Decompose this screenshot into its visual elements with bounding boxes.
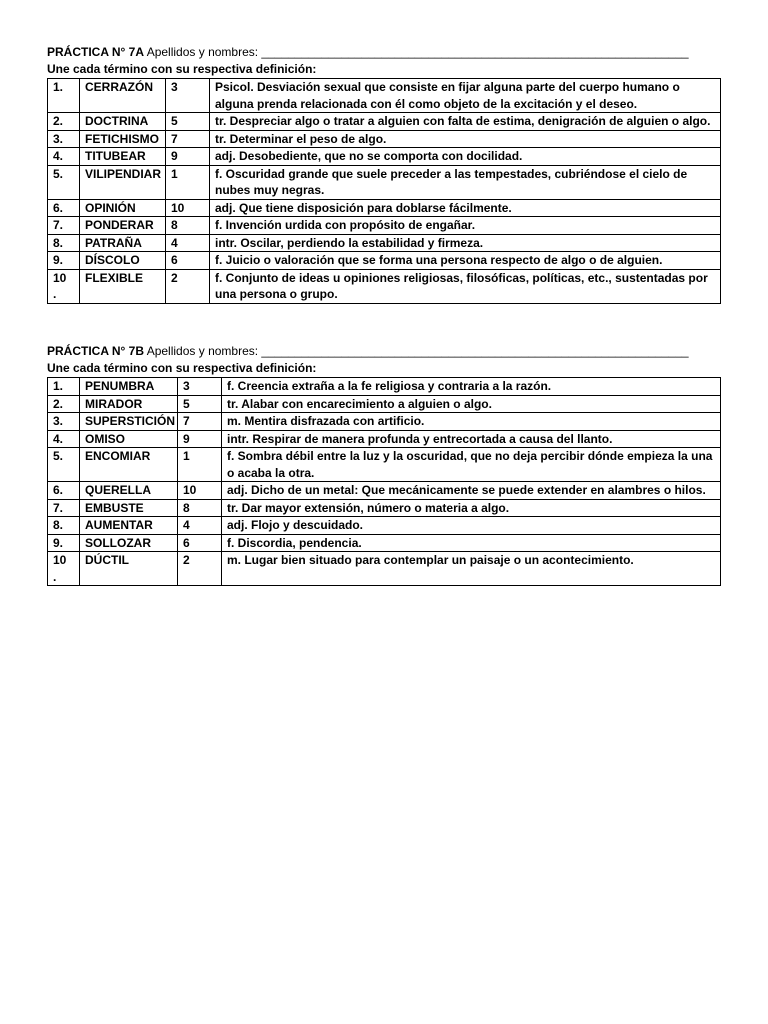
- row-number-cell: 9.: [48, 534, 80, 552]
- row-number-cell: 5.: [48, 448, 80, 482]
- row-number-cell: 1.: [48, 79, 80, 113]
- row-number-cell: 10 .: [48, 269, 80, 303]
- table-row: [48, 79, 721, 113]
- table-row: [48, 448, 721, 482]
- term-cell: SUPERSTICIÓN: [80, 413, 178, 431]
- table-row: [48, 148, 721, 166]
- row-number-cell: 9.: [48, 252, 80, 270]
- term-cell: SOLLOZAR: [80, 534, 178, 552]
- match-number-cell: 10: [178, 482, 222, 500]
- definition-cell: tr. Determinar el peso de algo.: [210, 130, 721, 148]
- table-row: [48, 165, 721, 199]
- practice-7a-section: [47, 44, 721, 304]
- definition-cell: adj. Desobediente, que no se comporta con docilidad.: [210, 148, 721, 166]
- term-cell: TITUBEAR: [80, 148, 166, 166]
- match-number-cell: 2: [178, 552, 222, 586]
- table-row: [48, 113, 721, 131]
- term-cell: PONDERAR: [80, 217, 166, 235]
- row-number-cell: 2.: [48, 113, 80, 131]
- row-number-cell: 8.: [48, 517, 80, 535]
- row-number-cell: 4.: [48, 430, 80, 448]
- definition-cell: f. Conjunto de ideas u opiniones religiosas, filosóficas, políticas, etc., sustentadas por una persona o grupo.: [210, 269, 721, 303]
- instruction-text: Une cada término con su respectiva definición:: [47, 361, 317, 375]
- row-number-cell: 3.: [48, 413, 80, 431]
- definition-cell: adj. Dicho de un metal: Que mecánicamente se puede extender en alambres o hilos.: [222, 482, 721, 500]
- match-number-cell: 1: [166, 165, 210, 199]
- row-number-cell: 6.: [48, 482, 80, 500]
- match-number-cell: 4: [166, 234, 210, 252]
- match-number-cell: 2: [166, 269, 210, 303]
- table-row: [48, 395, 721, 413]
- term-cell: DÍSCOLO: [80, 252, 166, 270]
- practice-title-rest: Apellidos y nombres: ________________________________________________________________: [144, 45, 689, 59]
- row-number-cell: 1.: [48, 378, 80, 396]
- match-number-cell: 7: [178, 413, 222, 431]
- definition-cell: f. Creencia extraña a la fe religiosa y contraria a la razón.: [222, 378, 721, 396]
- term-cell: ENCOMIAR: [80, 448, 178, 482]
- definition-cell: intr. Respirar de manera profunda y entrecortada a causa del llanto.: [222, 430, 721, 448]
- definition-cell: f. Sombra débil entre la luz y la oscuridad, que no deja percibir dónde empieza la una o acaba la otra.: [222, 448, 721, 482]
- table-row: [48, 413, 721, 431]
- match-number-cell: 4: [178, 517, 222, 535]
- term-cell: OPINIÓN: [80, 199, 166, 217]
- table-row: [48, 130, 721, 148]
- match-number-cell: 10: [166, 199, 210, 217]
- table-row: [48, 269, 721, 303]
- practice-title-bold: PRÁCTICA N° 7A: [47, 45, 145, 59]
- table-row: [48, 552, 721, 586]
- term-cell: FETICHISMO: [80, 130, 166, 148]
- definition-cell: Psicol. Desviación sexual que consiste en fijar alguna parte del cuerpo humano o alguna prenda relacionada con él como objeto de la excitación y el deseo.: [210, 79, 721, 113]
- definition-cell: adj. Flojo y descuidado.: [222, 517, 721, 535]
- term-cell: FLEXIBLE: [80, 269, 166, 303]
- practice-7b-section: [47, 343, 721, 586]
- definition-cell: adj. Que tiene disposición para doblarse fácilmente.: [210, 199, 721, 217]
- match-number-cell: 5: [166, 113, 210, 131]
- match-number-cell: 6: [178, 534, 222, 552]
- term-cell: DOCTRINA: [80, 113, 166, 131]
- match-number-cell: 7: [166, 130, 210, 148]
- table-row: [48, 517, 721, 535]
- table-row: [48, 217, 721, 235]
- term-cell: EMBUSTE: [80, 499, 178, 517]
- definition-cell: f. Discordia, pendencia.: [222, 534, 721, 552]
- practice-title-bold: PRÁCTICA N° 7B: [47, 344, 145, 358]
- term-cell: OMISO: [80, 430, 178, 448]
- definition-cell: f. Oscuridad grande que suele preceder a las tempestades, cubriéndose el cielo de nubes muy negras.: [210, 165, 721, 199]
- table-row: [48, 499, 721, 517]
- match-number-cell: 5: [178, 395, 222, 413]
- match-number-cell: 1: [178, 448, 222, 482]
- table-row: [48, 199, 721, 217]
- match-number-cell: 8: [178, 499, 222, 517]
- table-row: [48, 252, 721, 270]
- table-row: [48, 534, 721, 552]
- term-cell: CERRAZÓN: [80, 79, 166, 113]
- match-number-cell: 9: [178, 430, 222, 448]
- row-number-cell: 8.: [48, 234, 80, 252]
- table-row: [48, 430, 721, 448]
- definition-cell: m. Mentira disfrazada con artificio.: [222, 413, 721, 431]
- definition-cell: tr. Despreciar algo o tratar a alguien con falta de estima, denigración de alguien o algo.: [210, 113, 721, 131]
- match-number-cell: 6: [166, 252, 210, 270]
- row-number-cell: 6.: [48, 199, 80, 217]
- term-cell: MIRADOR: [80, 395, 178, 413]
- definition-cell: f. Invención urdida con propósito de engañar.: [210, 217, 721, 235]
- term-cell: PATRAÑA: [80, 234, 166, 252]
- table-row: [48, 234, 721, 252]
- term-cell: VILIPENDIAR: [80, 165, 166, 199]
- table-row: [48, 378, 721, 396]
- definition-cell: f. Juicio o valoración que se forma una persona respecto de algo o de alguien.: [210, 252, 721, 270]
- row-number-cell: 10 .: [48, 552, 80, 586]
- term-cell: DÚCTIL: [80, 552, 178, 586]
- practice-title-rest: Apellidos y nombres: ________________________________________________________________: [144, 344, 689, 358]
- definition-cell: tr. Alabar con encarecimiento a alguien o algo.: [222, 395, 721, 413]
- matching-table-7b: [47, 377, 721, 586]
- practice-title: [47, 343, 721, 360]
- match-number-cell: 3: [178, 378, 222, 396]
- definition-cell: m. Lugar bien situado para contemplar un paisaje o un acontecimiento.: [222, 552, 721, 586]
- row-number-cell: 4.: [48, 148, 80, 166]
- row-number-cell: 7.: [48, 217, 80, 235]
- row-number-cell: 2.: [48, 395, 80, 413]
- definition-cell: intr. Oscilar, perdiendo la estabilidad y firmeza.: [210, 234, 721, 252]
- match-number-cell: 8: [166, 217, 210, 235]
- instruction-text: Une cada término con su respectiva definición:: [47, 62, 317, 76]
- row-number-cell: 3.: [48, 130, 80, 148]
- table-row: [48, 482, 721, 500]
- row-number-cell: 5.: [48, 165, 80, 199]
- term-cell: QUERELLA: [80, 482, 178, 500]
- practice-title: [47, 44, 721, 61]
- row-number-cell: 7.: [48, 499, 80, 517]
- term-cell: PENUMBRA: [80, 378, 178, 396]
- matching-table-7a: [47, 78, 721, 304]
- match-number-cell: 9: [166, 148, 210, 166]
- term-cell: AUMENTAR: [80, 517, 178, 535]
- match-number-cell: 3: [166, 79, 210, 113]
- definition-cell: tr. Dar mayor extensión, número o materia a algo.: [222, 499, 721, 517]
